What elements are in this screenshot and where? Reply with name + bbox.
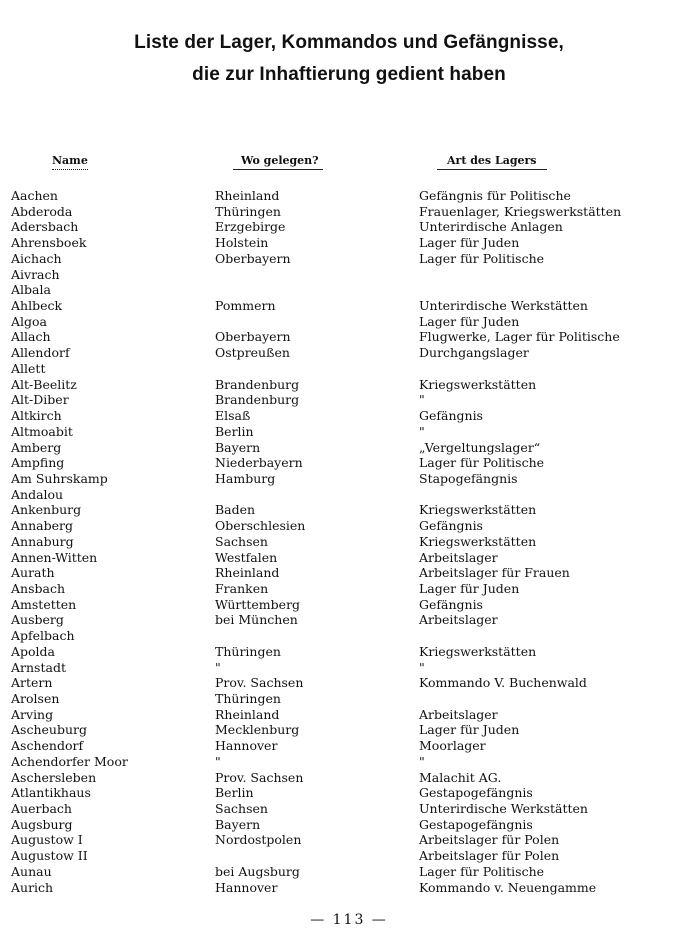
camp-type: Arbeitslager für Frauen: [419, 565, 570, 581]
table-row: [0, 817, 698, 833]
table-row: [0, 204, 698, 220]
camp-type: ": [419, 423, 425, 439]
camp-name: Alt-Beelitz: [11, 376, 77, 392]
camp-type: Stapogefängnis: [419, 470, 518, 486]
camp-type: Flugwerke, Lager für Politische: [419, 329, 620, 345]
camp-name: Augustow II: [11, 848, 88, 864]
table-row: [0, 534, 698, 550]
camp-location: Baden: [215, 502, 256, 518]
camp-name: Apfelbach: [11, 628, 75, 644]
camp-name: Amberg: [11, 439, 62, 455]
camp-location: Ostpreußen: [215, 345, 290, 361]
camp-name: Amstetten: [11, 596, 77, 612]
table-row: [0, 628, 698, 644]
table-row: [0, 707, 698, 723]
camp-type: Malachit AG.: [419, 769, 502, 785]
camp-location: Berlin: [215, 785, 254, 801]
camp-type: ": [419, 659, 425, 675]
table-row: [0, 298, 698, 314]
camp-name: Ahrensboek: [11, 235, 87, 251]
camp-type: Gestapogefängnis: [419, 816, 533, 832]
camp-location: Hannover: [215, 738, 278, 754]
camp-name: Ahlbeck: [11, 298, 63, 314]
camp-type: Lager für Politische: [419, 250, 545, 266]
table-row: [0, 738, 698, 754]
table-row: [0, 722, 698, 738]
camp-location: Berlin: [215, 423, 254, 439]
camp-location: Mecklenburg: [215, 722, 300, 738]
camp-type: Lager für Juden: [419, 580, 520, 596]
camp-name: Annen-Witten: [11, 549, 98, 565]
camp-location: Hamburg: [215, 470, 276, 486]
camp-name: Auerbach: [11, 801, 72, 817]
camp-location: Oberbayern: [215, 250, 291, 266]
camp-type: Arbeitslager: [419, 706, 498, 722]
camp-type: Arbeitslager: [419, 612, 498, 628]
camp-name: Arolsen: [11, 691, 60, 706]
camp-type: Gefängnis: [419, 408, 483, 424]
camp-type: ": [419, 392, 425, 408]
camp-location: Oberschlesien: [215, 518, 306, 534]
table-row: [0, 235, 698, 251]
camp-name: Andalou: [11, 486, 64, 502]
camp-type: Gefängnis: [419, 596, 483, 612]
camp-location: Oberbayern: [215, 329, 291, 345]
camp-type: Kommando v. Neuengamme: [419, 879, 597, 895]
camp-location: Sachsen: [215, 533, 268, 549]
column-header-name: Name: [52, 154, 88, 170]
camp-name: Abderoda: [11, 203, 73, 219]
table-row: [0, 424, 698, 440]
table-row: [0, 440, 698, 456]
camp-name: Arnstadt: [11, 659, 66, 675]
table-row: [0, 675, 698, 691]
table-row: [0, 550, 698, 566]
table-row: [0, 644, 698, 660]
camp-name: Allett: [11, 360, 46, 376]
table-row: [0, 518, 698, 534]
camp-location: Westfalen: [215, 549, 278, 565]
camp-name: Aschersleben: [11, 769, 97, 785]
camp-type: Moorlager: [419, 738, 486, 754]
camp-name: Allendorf: [11, 345, 70, 361]
table-row: [0, 597, 698, 613]
camp-name: Augustow I: [11, 832, 83, 848]
camp-name: Aachen: [11, 188, 58, 203]
camp-name: Aschendorf: [11, 738, 84, 754]
camp-name: Adersbach: [11, 219, 79, 235]
camp-type: Lager für Politische: [419, 863, 545, 879]
table-row: [0, 864, 698, 880]
table-row: [0, 770, 698, 786]
camp-location: Thüringen: [215, 203, 281, 219]
table-row: [0, 691, 698, 707]
camp-location: Franken: [215, 580, 269, 596]
table-row: [0, 219, 698, 235]
camp-name: Aurich: [11, 879, 54, 895]
table-row: [0, 848, 698, 864]
camp-name: Altmoabit: [11, 423, 73, 439]
camp-name: Ampfing: [11, 455, 65, 471]
table-row: [0, 361, 698, 377]
camp-location: Pommern: [215, 298, 276, 314]
page-subtitle: die zur Inhaftierung gedient haben: [192, 64, 506, 85]
table-row: [0, 329, 698, 345]
camp-name: Ansbach: [11, 580, 65, 596]
camp-location: Rheinland: [215, 565, 280, 581]
camp-type: Gefängnis für Politische: [419, 188, 571, 203]
camp-type: Gestapogefängnis: [419, 785, 533, 801]
table-row: [0, 188, 698, 204]
table-row: [0, 377, 698, 393]
camp-type: Arbeitslager für Polen: [419, 832, 560, 848]
camp-type: Lager für Juden: [419, 235, 520, 251]
table-row: [0, 267, 698, 283]
camp-location: Niederbayern: [215, 455, 303, 471]
table-row: [0, 754, 698, 770]
camp-location: Hannover: [215, 879, 278, 895]
camp-location: Prov. Sachsen: [215, 769, 304, 785]
table-row: [0, 408, 698, 424]
camp-name: Alt-Diber: [11, 392, 69, 408]
camp-type: Kriegswerkstätten: [419, 533, 537, 549]
table-row: [0, 660, 698, 676]
camp-location: Rheinland: [215, 706, 280, 722]
camp-name: Algoa: [11, 313, 48, 329]
table-row: [0, 502, 698, 518]
table-row: [0, 880, 698, 896]
camp-location: Württemberg: [215, 596, 301, 612]
camp-type: Unterirdische Werkstätten: [419, 801, 588, 817]
camp-location: ": [215, 753, 221, 769]
column-header-location: Wo gelegen?: [233, 154, 323, 170]
camp-type: Lager für Juden: [419, 313, 520, 329]
camp-name: Aivrach: [11, 266, 60, 282]
camp-type: Frauenlager, Kriegswerkstätten: [419, 203, 622, 219]
camp-name: Altkirch: [11, 408, 62, 424]
column-header-type: Art des Lagers: [437, 154, 547, 170]
camp-location: bei Augsburg: [215, 863, 300, 879]
camp-type: Kriegswerkstätten: [419, 376, 537, 392]
camp-name: Ankenburg: [11, 502, 82, 518]
camp-location: Erzgebirge: [215, 219, 286, 235]
camp-name: Artern: [11, 675, 53, 691]
camp-name: Apolda: [11, 643, 56, 659]
camp-location: Thüringen: [215, 643, 281, 659]
table-row: [0, 832, 698, 848]
camp-type: Unterirdische Werkstätten: [419, 298, 588, 314]
table-row: [0, 455, 698, 471]
page-title: Liste der Lager, Kommandos und Gefängnisse,: [134, 32, 564, 53]
table-row: [0, 471, 698, 487]
camp-location: Holstein: [215, 235, 269, 251]
camp-list: [0, 188, 698, 895]
table-row: [0, 612, 698, 628]
camp-location: Bayern: [215, 816, 261, 832]
camp-location: Rheinland: [215, 188, 280, 203]
camp-name: Atlantikhaus: [11, 785, 91, 801]
camp-name: Aunau: [11, 863, 52, 879]
camp-type: Lager für Politische: [419, 455, 545, 471]
page-number: — 113 —: [310, 912, 388, 928]
camp-location: bei München: [215, 612, 298, 628]
camp-location: Sachsen: [215, 801, 268, 817]
camp-name: Aurath: [11, 565, 55, 581]
camp-name: Annaberg: [11, 518, 73, 534]
camp-type: Unterirdische Anlagen: [419, 219, 563, 235]
camp-name: Ascheuburg: [11, 722, 87, 738]
table-row: [0, 581, 698, 597]
table-row: [0, 345, 698, 361]
camp-location: ": [215, 659, 221, 675]
camp-location: Elsaß: [215, 408, 251, 424]
camp-type: Kommando V. Buchenwald: [419, 675, 587, 691]
camp-type: Gefängnis: [419, 518, 483, 534]
top-cut-fragment: [280, 0, 400, 4]
table-row: [0, 785, 698, 801]
camp-location: Bayern: [215, 439, 261, 455]
camp-type: „Vergeltungslager“: [419, 439, 541, 455]
camp-name: Augsburg: [11, 816, 73, 832]
camp-name: Am Suhrskamp: [11, 470, 108, 486]
camp-location: Prov. Sachsen: [215, 675, 304, 691]
camp-location: Nordostpolen: [215, 832, 302, 848]
camp-name: Aichach: [11, 250, 62, 266]
camp-type: Lager für Juden: [419, 722, 520, 738]
camp-type: Arbeitslager für Polen: [419, 848, 560, 864]
camp-type: Arbeitslager: [419, 549, 498, 565]
camp-location: Brandenburg: [215, 392, 300, 408]
camp-name: Allach: [11, 329, 51, 345]
table-row: [0, 251, 698, 267]
camp-type: ": [419, 753, 425, 769]
camp-location: Brandenburg: [215, 376, 300, 392]
table-row: [0, 314, 698, 330]
table-row: [0, 282, 698, 298]
camp-name: Arving: [11, 706, 54, 722]
camp-name: Ausberg: [11, 612, 64, 628]
table-row: [0, 392, 698, 408]
camp-name: Albala: [11, 282, 51, 298]
table-row: [0, 801, 698, 817]
table-row: [0, 565, 698, 581]
camp-name: Achendorfer Moor: [11, 753, 128, 769]
camp-type: Durchgangslager: [419, 345, 529, 361]
camp-type: Kriegswerkstätten: [419, 502, 537, 518]
table-row: [0, 487, 698, 503]
camp-name: Annaburg: [11, 533, 74, 549]
camp-location: Thüringen: [215, 691, 281, 706]
camp-type: Kriegswerkstätten: [419, 643, 537, 659]
